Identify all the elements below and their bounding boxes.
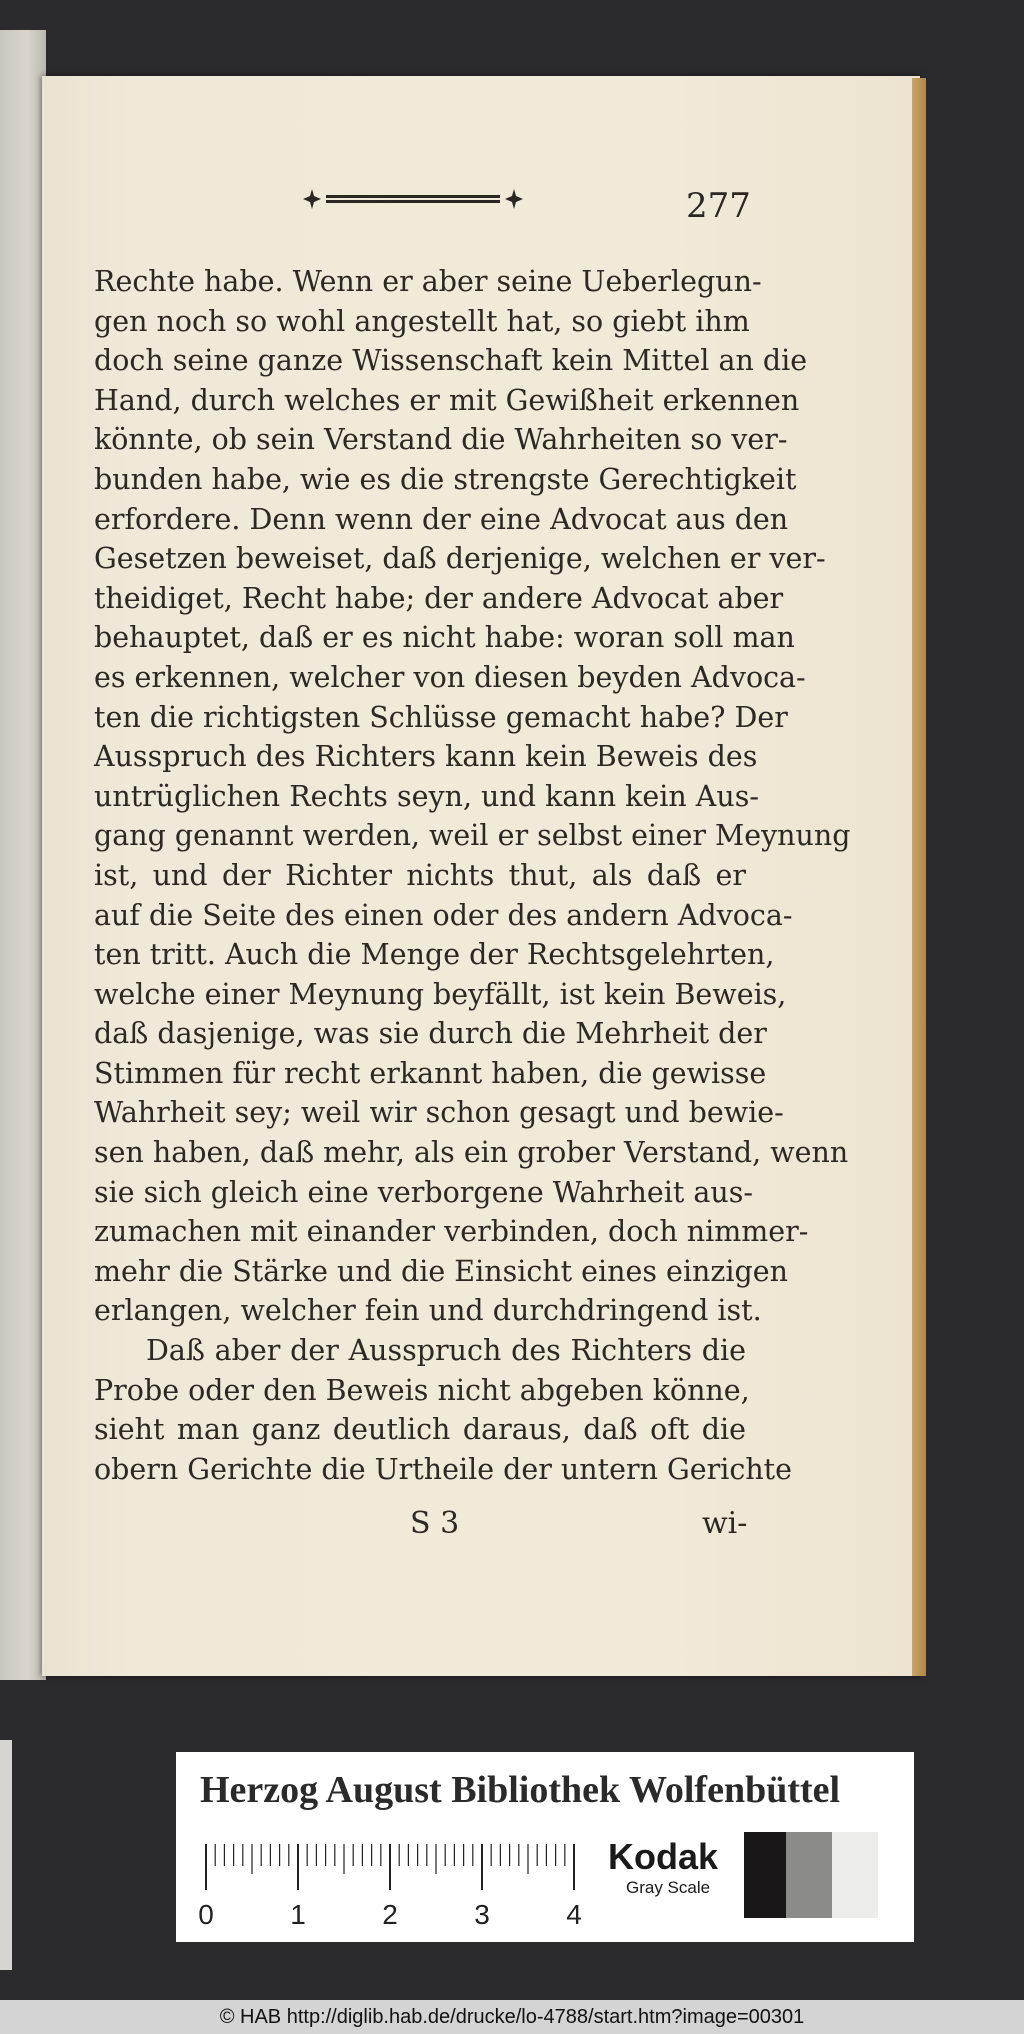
text-line: sieht man ganz deutlich daraus, daß oft die [94,1413,746,1447]
ruler-label: 3 [474,1899,490,1930]
text-line: mehr die Stärke und die Einsicht eines einzigen [94,1254,788,1288]
page-number: 277 [686,186,751,226]
text-line: erlangen, welcher fein und durchdringend ist. [94,1294,762,1328]
text-line: Stimmen für recht erkannt haben, die gewisse [94,1056,767,1090]
black-swatch [744,1832,786,1918]
text-line: auf die Seite des einen oder des andern Advoca- [94,898,793,932]
text-line: behauptet, daß er es nicht habe: woran soll man [94,621,795,655]
text-line: daß dasjenige, was sie durch die Mehrheit der [94,1017,767,1051]
library-name: Herzog August Bibliothek Wolfenbüttel [200,1769,841,1811]
ruler-label: 4 [566,1899,582,1930]
signature-mark: S 3 [410,1506,460,1541]
text-line: theidiget, Recht habe; der andere Advocat aber [94,581,784,615]
text-line: Ausspruch des Richters kann kein Beweis des [94,740,758,774]
ruler-label: 0 [198,1899,214,1930]
text-line: bunden habe, wie es die strengste Gerechtigkeit [94,462,797,496]
text-line: obern Gerichte die Urtheile der untern Gerichte [94,1452,792,1486]
body-text [94,262,851,1489]
color-calibration-card [176,1752,914,1942]
kodak-logo: Kodak [608,1836,719,1877]
text-line: erfordere. Denn wenn der eine Advocat aus den [94,502,789,536]
previous-page-edge [0,30,46,1680]
text-line: ist, und der Richter nichts thut, als daß er [94,858,746,892]
white-swatch [832,1832,878,1918]
text-line: doch seine ganze Wissenschaft kein Mittel an die [94,344,808,378]
previous-page-edge-lower [0,1740,12,1970]
text-line: Rechte habe. Wenn er aber seine Ueberlegun- [94,265,762,298]
text-line: sie sich gleich eine verborgene Wahrheit aus- [94,1175,754,1209]
header-ornament [302,188,524,210]
text-line: gen noch so wohl angestellt hat, so giebt ihm [94,304,750,338]
text-line: sen haben, daß mehr, als ein grober Verstand, wenn [94,1136,849,1170]
text-line: Hand, durch welches er mit Gewißheit erkennen [94,383,800,417]
text-line: gang genannt werden, weil er selbst einer Meynung [94,819,851,853]
ruler [198,1840,582,1930]
text-line: ten tritt. Auch die Menge der Rechtsgelehrten, [94,938,775,972]
text-line: könnte, ob sein Verstand die Wahrheiten so ver- [94,423,788,457]
text-line: es erkennen, welcher von diesen beyden Advoca- [94,660,806,694]
ruler-label: 2 [382,1899,398,1930]
text-line: zumachen mit einander verbinden, doch nimmer- [94,1215,809,1249]
text-line: Probe oder den Beweis nicht abgeben könne, [94,1373,750,1407]
text-line: Gesetzen beweiset, daß derjenige, welchen er ver- [94,542,826,576]
text-line: ten die richtigsten Schlüsse gemacht habe? Der [94,700,788,734]
text-line: untrüglichen Rechts seyn, und kann kein Aus- [94,779,759,813]
grey-swatch [786,1832,832,1918]
text-line: Wahrheit sey; weil wir schon gesagt und bewie- [94,1096,784,1130]
copyright-footer: © HAB http://diglib.hab.de/drucke/lo-4788/start.htm?image=00301 [0,2000,1024,2034]
gray-scale-label: Gray Scale [626,1878,711,1897]
text-line: Daß aber der Ausspruch des Richters die [146,1334,746,1368]
text-line: welche einer Meynung beyfällt, ist kein Beweis, [94,977,787,1011]
catchword: wi- [702,1506,748,1541]
ruler-label: 1 [290,1899,306,1930]
page-stack-edge [912,78,926,1676]
